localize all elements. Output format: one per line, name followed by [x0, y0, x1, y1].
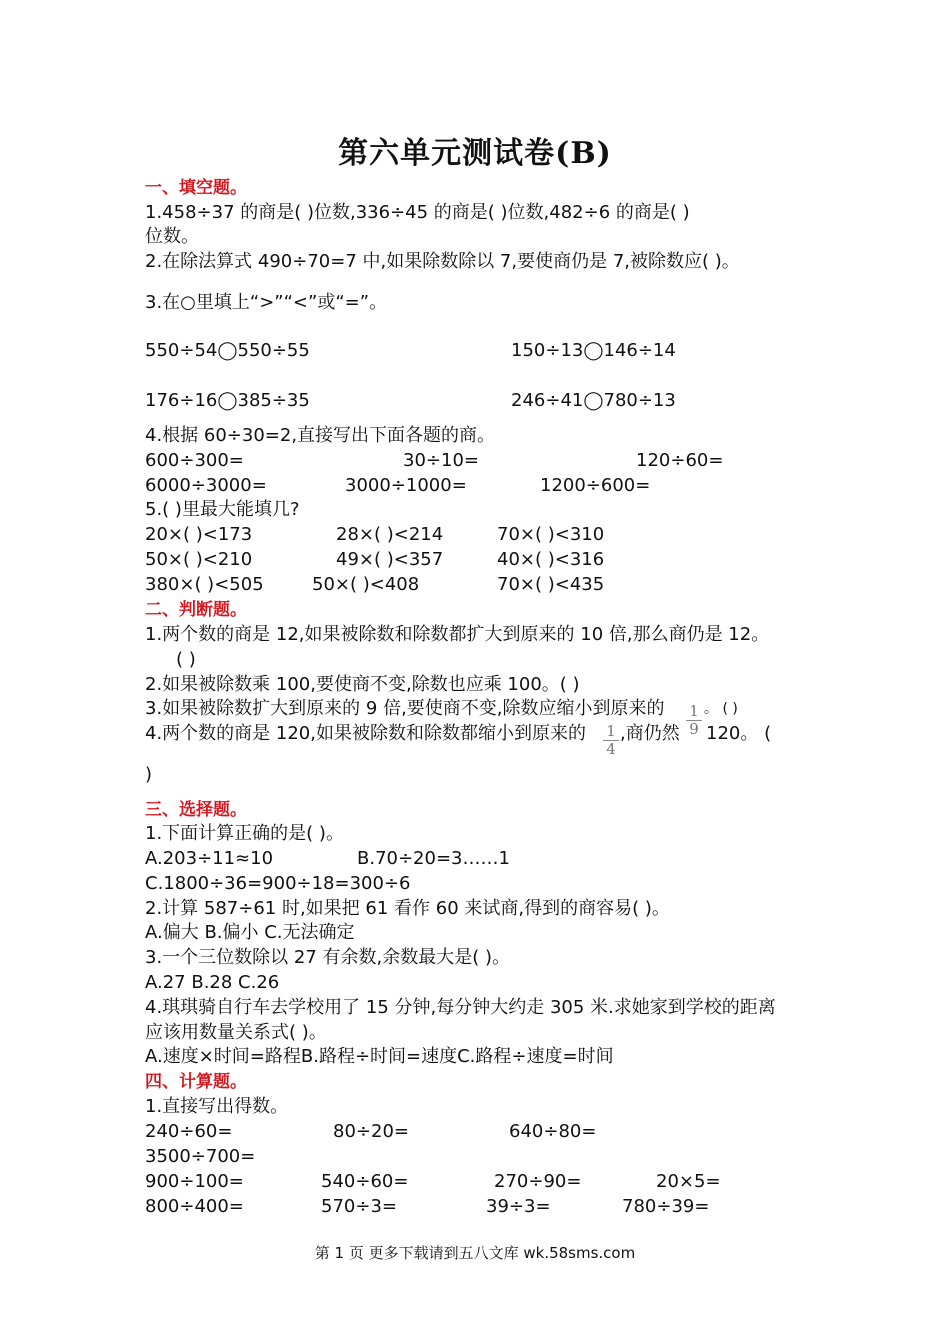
quotient-item: 30÷10=: [403, 450, 479, 471]
calc-item: 3500÷700=: [145, 1146, 256, 1167]
fraction-one-fourth: [603, 723, 619, 758]
compare-item: 150÷13◯146÷14: [511, 340, 676, 361]
choice-question-4-cont: 应该用数量关系式( )。: [145, 1022, 327, 1043]
fraction-numerator: 1: [606, 722, 616, 740]
choice-question-3: 3.一个三位数除以 27 有余数,余数最大是( )。: [145, 947, 511, 968]
compare-item: 550÷54◯550÷55: [145, 340, 310, 361]
max-fill-item: 20×( )<173: [145, 524, 253, 545]
fraction-denominator: 9: [686, 720, 702, 738]
calc-item: 540÷60=: [321, 1171, 409, 1192]
choice-option: C.1800÷36=900÷18=300÷6: [145, 873, 411, 894]
judge-question-1-bracket: ( ): [176, 649, 196, 670]
section-heading-judge: 二、判断题。: [145, 600, 247, 620]
judge-question-1: 1.两个数的商是 12,如果被除数和除数都扩大到原来的 10 倍,那么商仍是 12。: [145, 624, 770, 645]
section-heading-calc: 四、计算题。: [145, 1072, 247, 1092]
judge-question-3-end: 。 ( ): [704, 701, 738, 717]
max-fill-item: 380×( )<505: [145, 574, 264, 595]
compare-item: 176÷16◯385÷35: [145, 390, 310, 411]
section-heading-fill: 一、填空题。: [145, 178, 247, 198]
page-footer: 第 1 页 更多下载请到五八文库 wk.58sms.com: [314, 1244, 636, 1262]
max-fill-item: 50×( )<210: [145, 549, 253, 570]
choice-options: A.偏大 B.偏小 C.无法确定: [145, 922, 355, 943]
fill-question-1: 1.458÷37 的商是( )位数,336÷45 的商是( )位数,482÷6 的商是( ): [145, 202, 690, 223]
choice-option: B.70÷20=3……1: [357, 848, 510, 869]
max-fill-item: 40×( )<316: [497, 549, 605, 570]
fill-question-1-cont: 位数。: [145, 226, 199, 247]
section-heading-choice: 三、选择题。: [145, 800, 247, 820]
judge-question-4-mid: ,商仍然: [620, 723, 680, 744]
max-fill-item: 49×( )<357: [336, 549, 444, 570]
judge-question-4-close: ): [145, 764, 153, 785]
calc-item: 780÷39=: [622, 1196, 710, 1217]
fill-question-5: 5.( )里最大能填几?: [145, 499, 300, 520]
fraction-one-ninth: [686, 703, 702, 738]
choice-options: A.速度×时间=路程B.路程÷时间=速度C.路程÷速度=时间: [145, 1046, 614, 1067]
fill-question-3: 3.在○里填上“>”“<”或“=”。: [145, 292, 388, 313]
calc-item: 240÷60=: [145, 1121, 233, 1142]
calc-item: 800÷400=: [145, 1196, 244, 1217]
max-fill-item: 70×( )<310: [497, 524, 605, 545]
choice-options: A.27 B.28 C.26: [145, 972, 280, 993]
fraction-numerator: 1: [689, 702, 699, 720]
fill-question-2: 2.在除法算式 490÷70=7 中,如果除数除以 7,要使商仍是 7,被除数应( )。: [145, 251, 740, 272]
max-fill-item: 70×( )<435: [497, 574, 605, 595]
fraction-denominator: 4: [603, 740, 619, 758]
quotient-item: 6000÷3000=: [145, 475, 267, 496]
calc-question-1: 1.直接写出得数。: [145, 1096, 289, 1117]
compare-item: 246÷41◯780÷13: [511, 390, 676, 411]
calc-item: 39÷3=: [486, 1196, 551, 1217]
max-fill-item: 50×( )<408: [312, 574, 420, 595]
max-fill-item: 28×( )<214: [336, 524, 444, 545]
choice-question-4: 4.琪琪骑自行车去学校用了 15 分钟,每分钟大约走 305 米.求她家到学校的距离: [145, 997, 776, 1018]
calc-item: 80÷20=: [333, 1121, 409, 1142]
calc-item: 640÷80=: [509, 1121, 597, 1142]
choice-question-1: 1.下面计算正确的是( )。: [145, 823, 344, 844]
quotient-item: 1200÷600=: [540, 475, 651, 496]
quotient-item: 3000÷1000=: [345, 475, 467, 496]
calc-item: 570÷3=: [321, 1196, 397, 1217]
choice-question-2: 2.计算 587÷61 时,如果把 61 看作 60 来试商,得到的商容易( )。: [145, 898, 670, 919]
page-title: 第六单元测试卷(B): [338, 136, 612, 171]
calc-item: 20×5=: [656, 1171, 721, 1192]
quotient-item: 600÷300=: [145, 450, 244, 471]
quotient-item: 120÷60=: [636, 450, 724, 471]
judge-question-4: 4.两个数的商是 120,如果被除数和除数都缩小到原来的: [145, 723, 586, 744]
judge-question-3: 3.如果被除数扩大到原来的 9 倍,要使商不变,除数应缩小到原来的: [145, 698, 665, 719]
calc-item: 270÷90=: [494, 1171, 582, 1192]
choice-option: A.203÷11≈10: [145, 848, 274, 869]
judge-question-4-end: 120。 (: [706, 723, 772, 744]
fill-question-4: 4.根据 60÷30=2,直接写出下面各题的商。: [145, 425, 496, 446]
calc-item: 900÷100=: [145, 1171, 244, 1192]
judge-question-2: 2.如果被除数乘 100,要使商不变,除数也应乘 100。( ): [145, 674, 580, 695]
